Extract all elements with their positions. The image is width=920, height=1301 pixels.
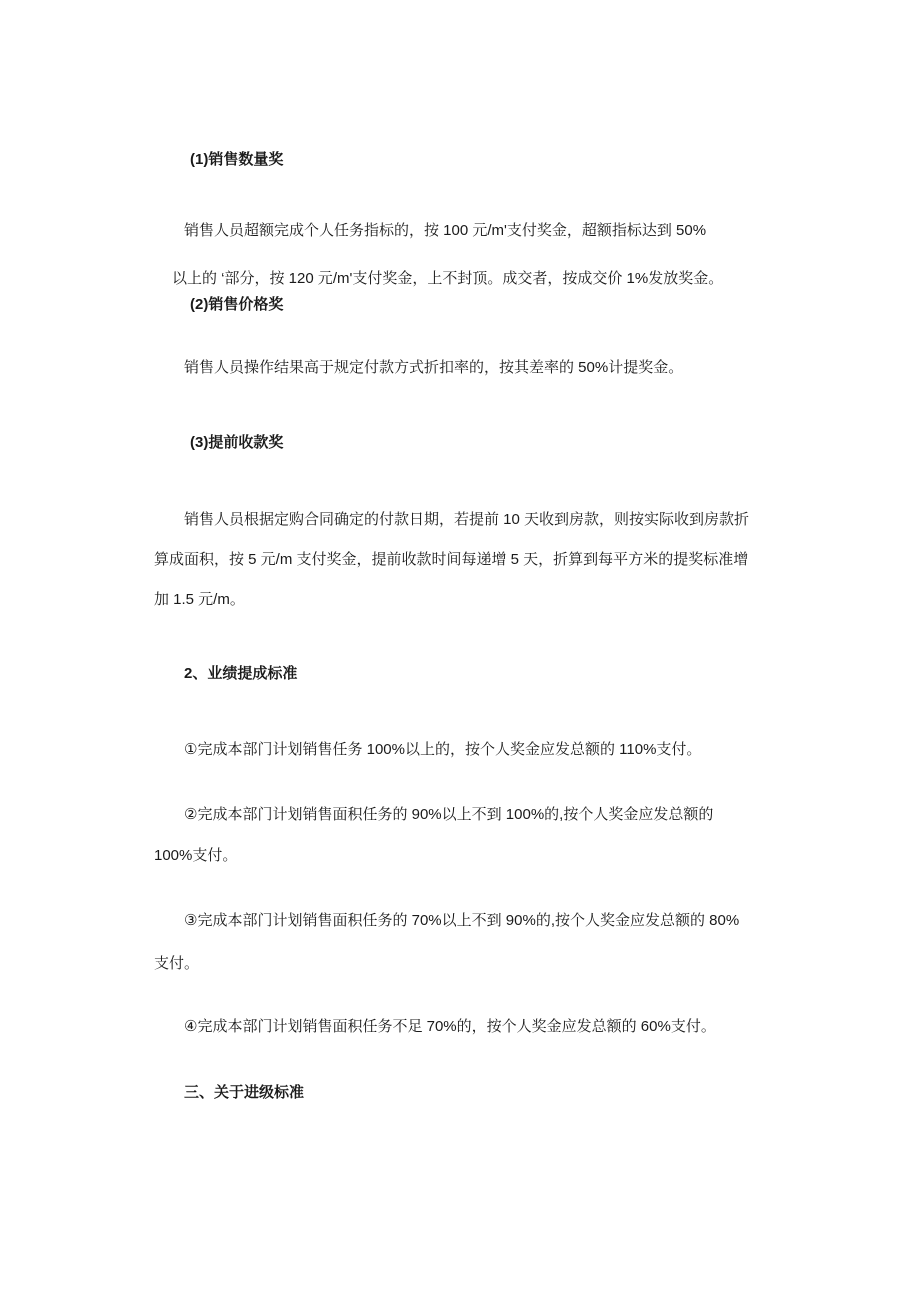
paragraph-line: 销售人员超额完成个人任务指标的，按 100 元/m'支付奖金，超额指标达到 50%: [184, 222, 707, 239]
list-item: ④完成本部门计划销售面积任务不足 70%的，按个人奖金应发总额的 60%支付。: [184, 1018, 716, 1035]
sub-heading-sales-price-award: (2)销售价格奖: [190, 296, 284, 313]
section-heading-promotion-standards: 三、关于进级标准: [184, 1084, 305, 1101]
list-item: ③完成本部门计划销售面积任务的 70%以上不到 90%的,按个人奖金应发总额的 80%: [184, 912, 740, 929]
paragraph-line: 以上的 ‘部分，按 120 元/m'支付奖金，上不封顶。成交者，按成交价 1%发放奖金。: [172, 270, 724, 287]
list-item-continuation: 100%支付。: [154, 847, 238, 864]
list-item-continuation: 支付。: [154, 955, 200, 972]
list-item: ②完成本部门计划销售面积任务的 90%以上不到 100%的,按个人奖金应发总额的: [184, 806, 714, 823]
sub-heading-sales-quantity-award: (1)销售数量奖: [190, 151, 284, 168]
paragraph-line: 销售人员根据定购合同确定的付款日期，若提前 10 天收到房款，则按实际收到房款折: [184, 511, 750, 528]
paragraph-line: 销售人员操作结果高于规定付款方式折扣率的，按其差率的 50%计提奖金。: [184, 359, 684, 376]
section-heading-performance-commission: 2、业绩提成标准: [184, 665, 298, 682]
paragraph-line: 加 1.5 元/m。: [154, 591, 245, 608]
list-item: ①完成本部门计划销售任务 100%以上的，按个人奖金应发总额的 110%支付。: [184, 741, 702, 758]
paragraph-line: 算成面积，按 5 元/m 支付奖金，提前收款时间每递增 5 天，折算到每平方米的提奖标准增: [154, 551, 749, 568]
sub-heading-early-collection-award: (3)提前收款奖: [190, 434, 284, 451]
